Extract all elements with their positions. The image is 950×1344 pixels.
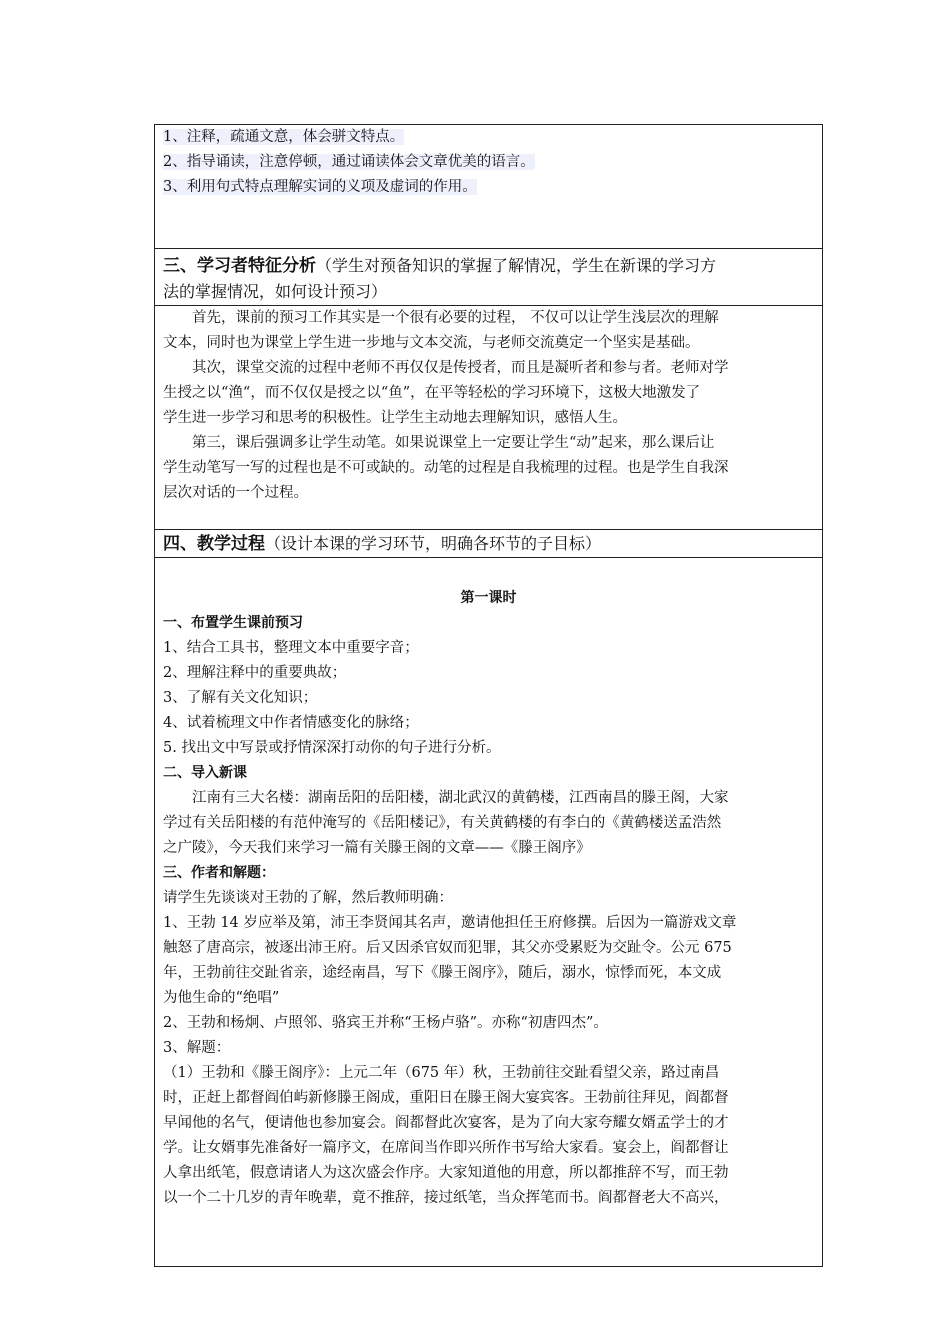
paragraph: 为他生命的“绝唱” — [163, 990, 280, 1006]
part2-title: 二、导入新课 — [163, 765, 247, 781]
section3-title: 三、学习者特征分析 — [163, 256, 316, 276]
section4-body-row — [155, 558, 823, 1267]
paragraph: （1）王勃和《滕王阁序》：上元二年（675 年）秋，王勃前往交趾看望父亲，路过南昌 — [163, 1065, 720, 1081]
document-page — [154, 124, 823, 1267]
paragraph: 首先，课前的预习工作其实是一个很有必要的过程， 不仅可以让学生浅层次的理解 — [192, 310, 719, 326]
paragraph: 时，正赶上都督阎伯屿新修滕王阁成，重阳日在滕王阁大宴宾客。王勃前往拜见，阎都督 — [163, 1090, 729, 1106]
paragraph: 江南有三大名楼：湖南岳阳的岳阳楼，湖北武汉的黄鹤楼，江西南昌的滕王阁，大家 — [192, 790, 729, 806]
list-item: 2、理解注释中的重要典故； — [163, 665, 347, 681]
part3-title: 三、作者和解题： — [163, 865, 275, 881]
section3-heading — [163, 249, 814, 279]
paragraph: 学。让女婿事先准备好一篇序文，在席间当作即兴所作书写给大家看。宴会上，阎都督让 — [163, 1140, 729, 1156]
paragraph: 请学生先谈谈对王勃的了解，然后教师明确： — [163, 890, 453, 906]
paragraph: 层次对话的一个过程。 — [163, 485, 308, 501]
paragraph: 2、王勃和杨炯、卢照邻、骆宾王并称“王杨卢骆”。亦称“初唐四杰”。 — [163, 1015, 608, 1031]
paragraph: 生授之以“渔“，而不仅仅是授之以“鱼”，在平等轻松的学习环境下，这极大地激发了 — [163, 385, 701, 401]
paragraph: 人拿出纸笔，假意请诸人为这次盛会作序。大家知道他的用意，所以都推辞不写，而王勃 — [163, 1165, 729, 1181]
paragraph: 文本，同时也为课堂上学生进一步地与文本交流，与老师交流奠定一个坚实是基础。 — [163, 335, 700, 351]
objective-item: 3、利用句式特点理解实词的义项及虚词的作用。 — [163, 179, 477, 195]
paragraph: 学生动笔写一写的过程也是不可或缺的。动笔的过程是自我梳理的过程。也是学生自我深 — [163, 460, 729, 476]
paragraph: 1、王勃 14 岁应举及第，沛王李贤闻其名声，邀请他担任王府修撰。后因为一篇游戏文章 — [163, 915, 737, 931]
paragraph: 学生进一步学习和思考的积极性。让学生主动地去理解知识，感悟人生。 — [163, 410, 627, 426]
objective-item: 2、指导诵读，注意停顿，通过诵读体会文章优美的语言。 — [163, 154, 535, 170]
list-item: 5. 找出文中写景或抒情深深打动你的句子进行分析。 — [163, 740, 501, 756]
lesson-heading: 第一课时 — [460, 590, 517, 606]
section3-body-cell — [155, 306, 823, 530]
section3-subtitle: （学生对预备知识的掌握了解情况，学生在新课的学习方 — [316, 256, 717, 275]
paragraph: 第三，课后强调多让学生动笔。如果说课堂上一定要让学生“动”起来，那么课后让 — [192, 435, 715, 451]
section3-subtitle-cont: 法的掌握情况，如何设计预习） — [163, 282, 388, 301]
objectives-cell — [155, 125, 823, 249]
section3-header-row — [155, 249, 823, 306]
paragraph: 触怒了唐高宗，被逐出沛王府。后又因杀官奴而犯罪，其父亦受累贬为交趾令。公元 675 — [163, 940, 732, 956]
part1-title: 一、布置学生课前预习 — [163, 615, 303, 631]
section4-heading — [163, 530, 814, 557]
paragraph: 以一个二十几岁的青年晚辈，竟不推辞，接过纸笔，当众挥笔而书。阎都督老大不高兴， — [163, 1190, 729, 1206]
list-item: 4、试着梳理文中作者情感变化的脉络； — [163, 715, 419, 731]
section3-header-cell — [155, 249, 823, 306]
list-item: 3、了解有关文化知识； — [163, 690, 318, 706]
objectives-row — [155, 125, 823, 249]
paragraph: 其次，课堂交流的过程中老师不再仅仅是传授者，而且是凝听者和参与者。老师对学 — [192, 360, 729, 376]
paragraph: 早闻他的名气，便请他也参加宴会。阎都督此次宴客，是为了向大家夸耀女婿孟学士的才 — [163, 1115, 729, 1131]
paragraph: 年，王勃前往交趾省亲，途经南昌，写下《滕王阁序》，随后，溺水，惊悸而死，本文成 — [163, 965, 722, 981]
section4-header-row — [155, 530, 823, 558]
section4-title: 四、教学过程 — [163, 534, 265, 554]
list-item: 1、结合工具书，整理文本中重要字音； — [163, 640, 419, 656]
section4-subtitle: （设计本课的学习环节，明确各环节的子目标） — [265, 534, 602, 553]
section4-header-cell — [155, 530, 823, 558]
section4-body-cell — [155, 558, 823, 1267]
paragraph: 之广陵》，今天我们来学习一篇有关滕王阁的文章——《滕王阁序》 — [163, 840, 591, 856]
paragraph: 学过有关岳阳楼的有范仲淹写的《岳阳楼记》，有关黄鹤楼的有李白的《黄鹤楼送孟浩然 — [163, 815, 722, 831]
paragraph: 3、解题： — [163, 1040, 231, 1056]
section3-body-row — [155, 306, 823, 530]
lesson-plan-table — [154, 124, 823, 1267]
objective-item: 1、注释，疏通文意，体会骈文特点。 — [163, 129, 405, 145]
